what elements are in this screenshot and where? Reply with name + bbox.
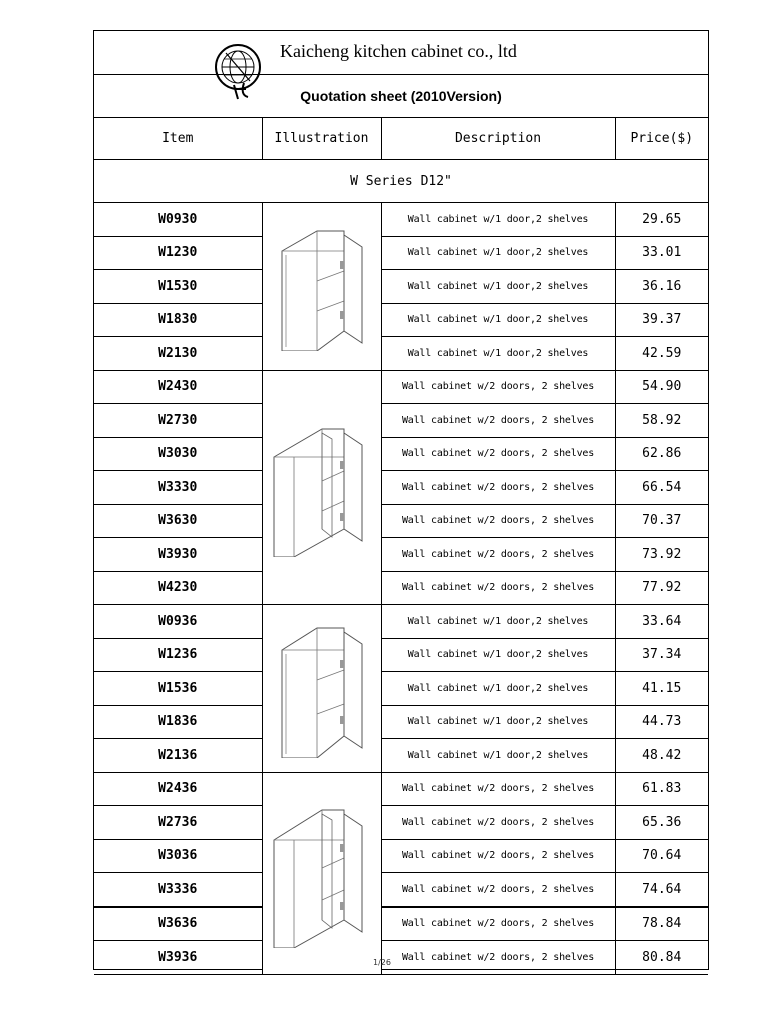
item-code: W4230 bbox=[94, 571, 262, 605]
item-code: W1236 bbox=[94, 638, 262, 672]
table-row bbox=[94, 471, 708, 505]
item-code: W2436 bbox=[94, 772, 262, 806]
table-row bbox=[94, 437, 708, 471]
item-code: W2136 bbox=[94, 739, 262, 773]
item-description: Wall cabinet w/1 door,2 shelves bbox=[381, 739, 615, 773]
item-description: Wall cabinet w/1 door,2 shelves bbox=[381, 270, 615, 304]
item-description: Wall cabinet w/1 door,2 shelves bbox=[381, 203, 615, 237]
item-price: 29.65 bbox=[615, 203, 708, 237]
item-price: 58.92 bbox=[615, 404, 708, 438]
illustration-cell bbox=[262, 772, 381, 974]
item-description: Wall cabinet w/2 doors, 2 shelves bbox=[381, 370, 615, 404]
item-description: Wall cabinet w/2 doors, 2 shelves bbox=[381, 538, 615, 572]
item-description: Wall cabinet w/2 doors, 2 shelves bbox=[381, 873, 615, 907]
table-row bbox=[94, 605, 708, 639]
item-code: W3936 bbox=[94, 941, 262, 975]
single-door-wall-cabinet-icon bbox=[272, 618, 372, 758]
quotation-title: Quotation sheet (2010Version) bbox=[94, 75, 708, 118]
series-title: W Series D12" bbox=[94, 160, 708, 203]
illustration-cell bbox=[262, 370, 381, 605]
item-description: Wall cabinet w/1 door,2 shelves bbox=[381, 337, 615, 371]
item-price: 33.01 bbox=[615, 236, 708, 270]
item-code: W1530 bbox=[94, 270, 262, 304]
double-door-wall-cabinet-icon bbox=[270, 798, 374, 948]
table-row bbox=[94, 772, 708, 806]
page-number: 1/26 bbox=[373, 958, 391, 967]
table-row bbox=[94, 705, 708, 739]
table-row bbox=[94, 907, 708, 941]
item-code: W2736 bbox=[94, 806, 262, 840]
company-name: Kaicheng kitchen cabinet co., ltd bbox=[280, 41, 517, 61]
single-door-wall-cabinet-icon bbox=[272, 221, 372, 351]
item-price: 39.37 bbox=[615, 303, 708, 337]
table-row bbox=[94, 873, 708, 907]
item-description: Wall cabinet w/2 doors, 2 shelves bbox=[381, 504, 615, 538]
item-code: W3636 bbox=[94, 907, 262, 941]
item-description: Wall cabinet w/1 door,2 shelves bbox=[381, 236, 615, 270]
company-header bbox=[94, 31, 708, 75]
double-door-wall-cabinet-icon bbox=[270, 417, 374, 557]
table-row bbox=[94, 571, 708, 605]
item-price: 78.84 bbox=[615, 907, 708, 941]
item-price: 74.64 bbox=[615, 873, 708, 907]
item-price: 42.59 bbox=[615, 337, 708, 371]
item-price: 61.83 bbox=[615, 772, 708, 806]
column-header-item: Item bbox=[94, 118, 262, 160]
item-price: 73.92 bbox=[615, 538, 708, 572]
item-description: Wall cabinet w/2 doors, 2 shelves bbox=[381, 839, 615, 873]
item-price: 33.64 bbox=[615, 605, 708, 639]
item-code: W1830 bbox=[94, 303, 262, 337]
item-description: Wall cabinet w/1 door,2 shelves bbox=[381, 638, 615, 672]
table-row bbox=[94, 504, 708, 538]
series-row bbox=[94, 160, 708, 203]
table-row bbox=[94, 337, 708, 371]
table-row bbox=[94, 404, 708, 438]
item-description: Wall cabinet w/1 door,2 shelves bbox=[381, 705, 615, 739]
table-row bbox=[94, 303, 708, 337]
table-row bbox=[94, 839, 708, 873]
illustration-cell bbox=[262, 203, 381, 371]
table-row bbox=[94, 806, 708, 840]
item-price: 44.73 bbox=[615, 705, 708, 739]
item-price: 37.34 bbox=[615, 638, 708, 672]
company-logo-icon bbox=[212, 39, 264, 103]
item-code: W3336 bbox=[94, 873, 262, 907]
item-description: Wall cabinet w/2 doors, 2 shelves bbox=[381, 571, 615, 605]
item-code: W1230 bbox=[94, 236, 262, 270]
item-price: 66.54 bbox=[615, 471, 708, 505]
item-code: W0936 bbox=[94, 605, 262, 639]
illustration-cell bbox=[262, 605, 381, 773]
item-description: Wall cabinet w/2 doors, 2 shelves bbox=[381, 907, 615, 941]
item-description: Wall cabinet w/2 doors, 2 shelves bbox=[381, 471, 615, 505]
item-code: W0930 bbox=[94, 203, 262, 237]
item-price: 80.84 bbox=[615, 941, 708, 975]
column-header-price: Price($) bbox=[615, 118, 708, 160]
item-price: 62.86 bbox=[615, 437, 708, 471]
column-header-row bbox=[94, 118, 708, 160]
table-row bbox=[94, 941, 708, 975]
column-header-description: Description bbox=[381, 118, 615, 160]
item-price: 77.92 bbox=[615, 571, 708, 605]
table-row bbox=[94, 538, 708, 572]
item-price: 41.15 bbox=[615, 672, 708, 706]
table-row bbox=[94, 236, 708, 270]
item-price: 48.42 bbox=[615, 739, 708, 773]
item-description: Wall cabinet w/2 doors, 2 shelves bbox=[381, 404, 615, 438]
item-price: 70.37 bbox=[615, 504, 708, 538]
item-code: W2730 bbox=[94, 404, 262, 438]
item-price: 65.36 bbox=[615, 806, 708, 840]
item-code: W2130 bbox=[94, 337, 262, 371]
item-price: 70.64 bbox=[615, 839, 708, 873]
table-row bbox=[94, 739, 708, 773]
item-code: W3630 bbox=[94, 504, 262, 538]
item-code: W1536 bbox=[94, 672, 262, 706]
item-description: Wall cabinet w/2 doors, 2 shelves bbox=[381, 772, 615, 806]
item-code: W2430 bbox=[94, 370, 262, 404]
item-code: W3036 bbox=[94, 839, 262, 873]
quotation-sheet bbox=[93, 30, 709, 970]
item-code: W1836 bbox=[94, 705, 262, 739]
item-description: Wall cabinet w/2 doors, 2 shelves bbox=[381, 437, 615, 471]
item-description: Wall cabinet w/2 doors, 2 shelves bbox=[381, 806, 615, 840]
item-description: Wall cabinet w/1 door,2 shelves bbox=[381, 303, 615, 337]
item-description: Wall cabinet w/1 door,2 shelves bbox=[381, 605, 615, 639]
item-description: Wall cabinet w/1 door,2 shelves bbox=[381, 672, 615, 706]
item-code: W3030 bbox=[94, 437, 262, 471]
column-header-illustration: Illustration bbox=[262, 118, 381, 160]
item-code: W3330 bbox=[94, 471, 262, 505]
item-price: 36.16 bbox=[615, 270, 708, 304]
price-table bbox=[94, 118, 708, 975]
item-price: 54.90 bbox=[615, 370, 708, 404]
table-row bbox=[94, 270, 708, 304]
table-row bbox=[94, 203, 708, 237]
table-row bbox=[94, 638, 708, 672]
item-code: W3930 bbox=[94, 538, 262, 572]
table-row bbox=[94, 370, 708, 404]
table-row bbox=[94, 672, 708, 706]
item-description: Wall cabinet w/2 doors, 2 shelves bbox=[381, 941, 615, 975]
